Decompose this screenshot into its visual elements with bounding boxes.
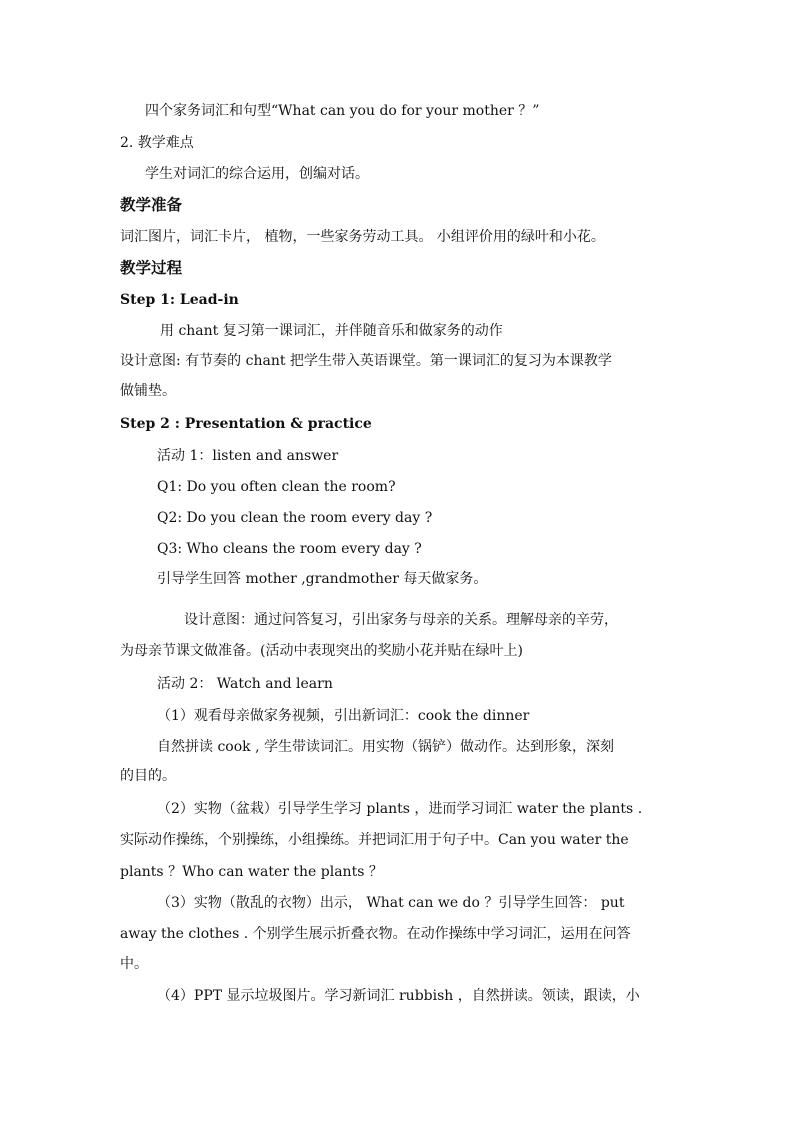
section-heading: 教学准备 xyxy=(120,196,183,214)
para-line: 词汇图片，词汇卡片， 植物，一些家务劳动工具。 小组评价用的绿叶和小花。 xyxy=(120,229,605,245)
para-line: 的目的。 xyxy=(120,768,176,784)
section-heading: 2. 教学难点 xyxy=(120,135,194,151)
para-line: （2）实物（盆栽）引导学生学习 plants ，进而学习词汇 water the plants . xyxy=(157,801,643,817)
para-line: 实际动作操练，个别操练，小组操练。并把词汇用于句子中。Can you water the xyxy=(120,832,629,848)
question-line: Q3: Who cleans the room every day ? xyxy=(157,541,422,557)
para-line: 四个家务词汇和句型“What can you do for your mother ？” xyxy=(145,103,540,119)
question-line: Q1: Do you often clean the room? xyxy=(157,479,396,495)
para-line: plants ？Who can water the plants ？ xyxy=(120,864,383,880)
step-heading: Step 2 : Presentation & practice xyxy=(120,416,372,432)
para-line: 设计意图: 有节奏的 chant 把学生带入英语课堂。第一课词汇的复习为本课教学 xyxy=(120,353,612,369)
para-line: （3）实物（散乱的衣物）出示， What can we do ？引导学生回答： put xyxy=(157,895,625,911)
para-line: 中。 xyxy=(120,956,148,972)
para-line: （4）PPT 显示垃圾图片。学习新词汇 rubbish ，自然拼读。领读，跟读，小 xyxy=(157,988,640,1004)
para-line: 用 chant 复习第一课词汇，并伴随音乐和做家务的动作 xyxy=(160,323,503,339)
para-line: 活动 2： Watch and learn xyxy=(157,676,333,692)
para-line: 引导学生回答 mother ,grandmother 每天做家务。 xyxy=(157,571,488,587)
para-line: 学生对词汇的综合运用，创编对话。 xyxy=(145,166,369,182)
question-line: Q2: Do you clean the room every day ? xyxy=(157,510,433,526)
para-line: 设计意图：通过问答复习，引出家务与母亲的关系。理解母亲的辛劳， xyxy=(184,612,618,628)
para-line: 自然拼读 cook , 学生带读词汇。用实物（锅铲）做动作。达到形象，深刻 xyxy=(157,739,614,755)
para-line: away the clothes . 个别学生展示折叠衣物。在动作操练中学习词汇，运用在问答 xyxy=(120,926,631,942)
step-heading: Step 1: Lead-in xyxy=(120,292,239,308)
para-line: （1）观看母亲做家务视频，引出新词汇：cook the dinner xyxy=(157,708,530,724)
para-line: 为母亲节课文做准备。(活动中表现突出的奖励小花并贴在绿叶上) xyxy=(120,643,523,659)
para-line: 做铺垫。 xyxy=(120,383,176,399)
section-heading: 教学过程 xyxy=(120,259,183,277)
para-line: 活动 1：listen and answer xyxy=(157,448,339,464)
